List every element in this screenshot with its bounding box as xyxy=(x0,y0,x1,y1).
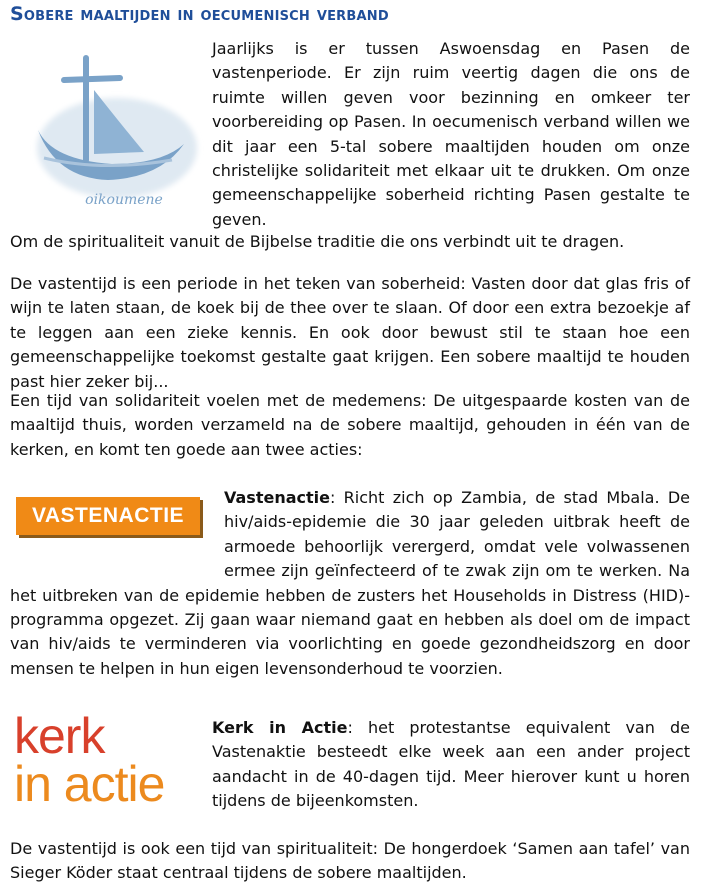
oikoumene-logo-text: oikoumene xyxy=(85,192,163,208)
vastenactie-paragraph xyxy=(10,486,690,681)
kerk-in-actie-logo-line2: in actie xyxy=(14,756,165,812)
kerk-in-actie-logo-line1: kerk xyxy=(14,708,105,764)
kerk-in-actie-logo xyxy=(14,708,194,814)
solidariteit-paragraph: Een tijd van solidariteit voelen met de medemens: De uitgespaarde kosten van de maaltijd thuis, worden verzameld na de sobere maaltijd, gehouden in één van de kerken, en komt ten goede aan twee acties: xyxy=(10,391,690,459)
kerk-in-actie-text: : het protestantse equivalent van de Vastenaktie besteedt elke week aan een ander project aandacht in de 40-dagen tijd. Meer hierover kunt u horen tijdens de bijeenkomsten. xyxy=(212,718,690,811)
page-title: Sobere maaltijden in oecumenisch verband xyxy=(10,3,389,25)
vastenactie-name: Vastenactie xyxy=(224,488,330,507)
kerk-in-actie-name: Kerk in Actie xyxy=(212,718,348,737)
spiritualiteit-paragraph: De vastentijd is ook een tijd van spiritualiteit: De hongerdoek ‘Samen aan tafel’ van Sieger Köder staat centraal tijdens de sobere maaltijden. xyxy=(10,839,690,883)
vastenactie-text: : Richt zich op Zambia, de stad Mbala. De hiv/aids-epidemie die 30 jaar geleden uitbrak heeft de armoede behoorlijk verergerd, omdat vele volwassenen ermee zijn geïnfecteerd of te zwak zijn om te werken. Na het uitbreken van de epidemie hebben de zusters het Households in Distress (HID)-programma opgezet. Zij gaan waar niemand gaat en hebben als doel om de impact van hiv/aids te verminderen via voorlichting en goede gezondheidszorg en door mensen te helpen in hun eigen levensonderhoud te voorzien. xyxy=(10,488,690,678)
intro-paragraph: Jaarlijks is er tussen Aswoensdag en Pasen de vastenperiode. Er zijn ruim veertig dagen die ons de ruimte willen geven voor bezinning en omkeer ter voorbereiding op Pasen. In oecumenisch verband willen we dit jaar een 5-tal sobere maaltijden houden om onze christelijke solidariteit met elkaar uit te drukken. Om onze gemeenschappelijke soberheid richting Pasen gestalte te geven. xyxy=(212,39,690,229)
soberheid-paragraph: De vastentijd is een periode in het teken van soberheid: Vasten door dat glas fris of wijn te laten staan, de koek bij de thee over te slaan. Of door een extra bezoekje af te leggen aan een zieke kennis. En ook door bewust stil te staan hoe een gemeenschappelijke toekomst gestalte gaat krijgen. Een sobere maaltijd te houden past hier zeker bij... xyxy=(10,274,690,391)
vastenactie-logo-text: VASTENACTIE xyxy=(31,504,185,527)
intro-line2: Om de spiritualiteit vanuit de Bijbelse traditie die ons verbindt uit te dragen. xyxy=(10,232,625,251)
kerk-in-actie-paragraph xyxy=(212,716,690,814)
oikoumene-logo xyxy=(22,48,204,210)
